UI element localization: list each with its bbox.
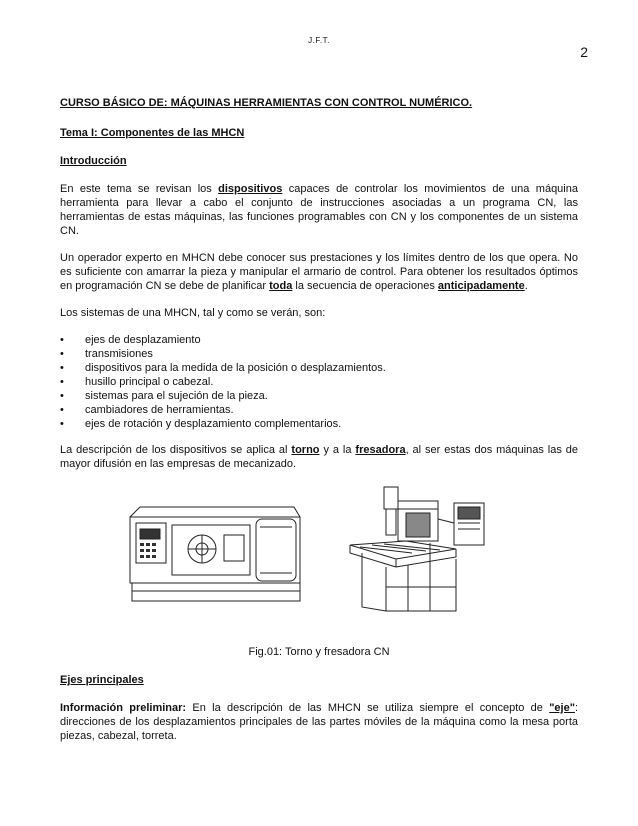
p5-term-eje: "eje" <box>549 702 575 714</box>
list-item-text: transmisiones <box>85 348 153 360</box>
p2-text-c: la secuencia de operaciones <box>292 280 438 292</box>
bullet-icon: • <box>60 362 64 374</box>
paragraph-2 <box>60 251 578 293</box>
paragraph-4 <box>60 443 578 471</box>
list-item <box>60 333 578 347</box>
list-item-text: sistemas para el sujeción de la pieza. <box>85 390 268 402</box>
p2-term-anticipadamente: anticipadamente <box>437 280 525 292</box>
bullet-icon: • <box>60 418 64 430</box>
figure-caption: Fig.01: Torno y fresadora CN <box>248 646 390 658</box>
list-item <box>60 389 578 403</box>
p4-term-fresadora: fresadora <box>355 444 406 456</box>
p1-text-a: En este tema se revisan los <box>60 183 219 195</box>
p5-text-d: : direcciones de los desplazamientos principales de las partes móviles de la máquina como la mesa porta piezas, cabezal, torreta. <box>60 702 578 742</box>
p2-term-toda: toda <box>269 280 293 292</box>
course-title: CURSO BÁSICO DE: MÁQUINAS HERRAMIENTAS CON CONTROL NUMÉRICO. <box>60 97 473 109</box>
bullet-icon: • <box>60 348 64 360</box>
bullet-icon: • <box>60 376 64 388</box>
section-heading-intro: Introducción <box>60 155 127 167</box>
milling-machine-illustration <box>346 483 506 623</box>
bullet-icon: • <box>60 390 64 402</box>
bullet-icon: • <box>60 334 64 346</box>
bullet-icon: • <box>60 404 64 416</box>
p1-text-c: capaces de controlar los movimientos de una máquina herramienta para llevar a cabo el conjunto de instrucciones asociadas a un programa CN, las herramientas de estas máquinas, las funciones programables con CN y los componentes de un sistema CN. <box>60 183 578 237</box>
p4-text-e: , al ser estas dos máquinas las de mayor difusión en las empresas de mecanizado. <box>60 444 578 470</box>
p4-term-torno: torno <box>291 444 320 456</box>
list-item-text: husillo principal o cabezal. <box>85 376 214 388</box>
list-item <box>60 361 578 375</box>
paragraph-5 <box>60 701 578 743</box>
paragraph-1 <box>60 182 578 238</box>
list-item <box>60 347 578 361</box>
section-heading-axes: Ejes principales <box>60 674 144 686</box>
p5-text-b: En la descripción de las MHCN se utiliza siempre el concepto de <box>186 702 550 714</box>
p4-text-c: y a la <box>319 444 356 456</box>
p2-text-a: Un operador experto en MHCN debe conocer sus prestaciones y los límites dentro de los que opera. No es suficiente con amarrar la pieza y manipular el armario de control. Para obtener los resultados óptimos en programación CN se debe de planificar <box>60 252 578 292</box>
p1-term-dispositivos: dispositivos <box>218 183 283 195</box>
list-item-text: dispositivos para la medida de la posición o desplazamientos. <box>85 362 386 374</box>
list-item-text: ejes de desplazamiento <box>85 334 201 346</box>
list-item-text: ejes de rotación y desplazamiento complementarios. <box>85 418 342 430</box>
list-item <box>60 403 578 417</box>
p4-text-a: La descripción de los dispositivos se aplica al <box>60 444 292 456</box>
header-author: J.F.T. <box>308 36 330 45</box>
list-item <box>60 375 578 389</box>
systems-list <box>60 333 578 431</box>
paragraph-3: Los sistemas de una MHCN, tal y como se verán, son: <box>60 307 326 319</box>
figure-machines <box>60 483 578 633</box>
list-item-text: cambiadores de herramientas. <box>85 404 234 416</box>
p5-label-info: Información preliminar: <box>60 702 187 714</box>
lathe-illustration <box>128 503 306 607</box>
p2-text-e: . <box>524 280 528 292</box>
list-item <box>60 417 578 431</box>
page-number: 2 <box>580 44 588 60</box>
topic-title: Tema I: Componentes de las MHCN <box>60 127 245 139</box>
page-content <box>60 96 578 743</box>
